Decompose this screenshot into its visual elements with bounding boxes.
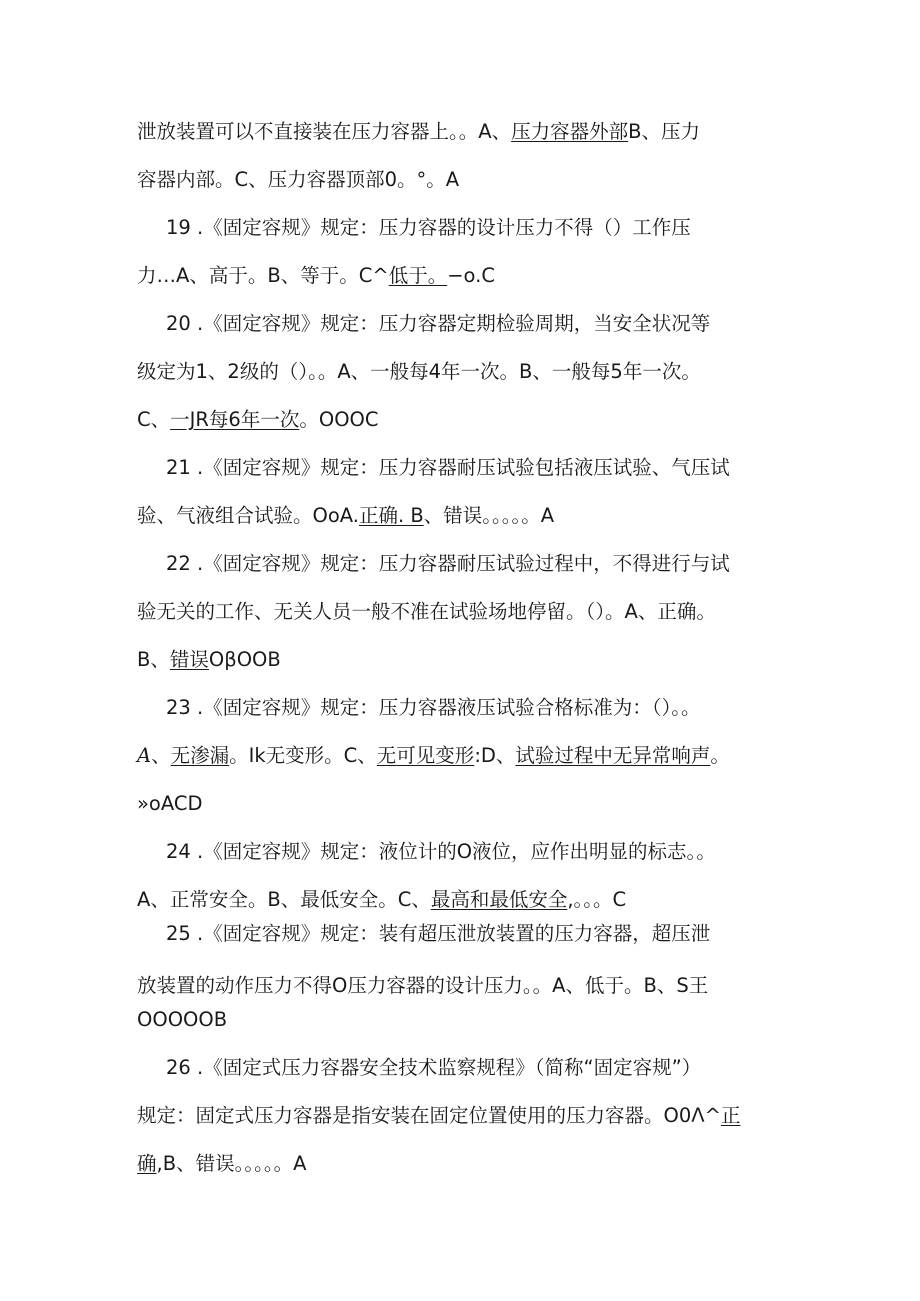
text-segment: 22 .《固定容规》规定：压力容器耐压试验过程中，不得进行与试 — [166, 552, 730, 575]
text-line — [166, 921, 710, 947]
text-segment: 泄放装置可以不直接装在压力容器上。。A、 — [137, 120, 512, 143]
text-line — [137, 1151, 306, 1177]
text-segment: ,B、错误。。。。。A — [156, 1152, 307, 1175]
text-line — [166, 839, 716, 865]
text-segment: 无可见变形 — [376, 744, 475, 767]
text-line — [166, 695, 700, 721]
text-segment: 正确. B — [358, 504, 424, 527]
text-line — [166, 215, 691, 241]
text-line — [137, 647, 281, 673]
text-segment: 低于。 — [388, 264, 448, 287]
text-segment: 26 .《固定式压力容器安全技术监察规程》（简称“固定容规”） — [166, 1056, 702, 1079]
text-segment: 20 .《固定容规》规定：压力容器定期检验周期，当安全状况等 — [166, 312, 711, 335]
text-segment: 放装置的动作压力不得O压力容器的设计压力。。A、低于。B、S王 — [137, 974, 709, 997]
text-line — [166, 311, 710, 337]
text-segment: 19 .《固定容规》规定：压力容器的设计压力不得（）工作压 — [166, 216, 691, 239]
text-line — [137, 167, 459, 193]
text-line — [137, 407, 379, 433]
text-segment: A、正常安全。B、最低安全。C、 — [137, 888, 431, 911]
text-line — [137, 1103, 740, 1129]
text-segment: 级定为1、2级的（）。。A、一般每4年一次。B、一般每5年一次。 — [137, 360, 701, 383]
text-segment: 24 .《固定容规》规定：液位计的O液位，应作出明显的标志。。 — [166, 840, 716, 863]
text-segment: B、 — [137, 648, 170, 671]
text-segment: 。 — [710, 744, 730, 767]
text-line — [137, 743, 730, 769]
text-segment: 力…A、高于。B、等于。C^ — [137, 264, 389, 287]
text-line — [137, 503, 554, 529]
text-segment: 压力容器外部 — [511, 120, 629, 143]
text-segment: »oACD — [137, 792, 203, 815]
text-segment: 23 .《固定容规》规定：压力容器液压试验合格标准为：（）。。 — [166, 696, 701, 719]
text-segment: :D、 — [474, 744, 516, 767]
text-segment: 规定：固定式压力容器是指安装在固定位置使用的压力容器。O0Λ^ — [137, 1104, 721, 1127]
text-segment: 错误 — [169, 648, 209, 671]
text-segment: OOOOOB — [137, 1008, 228, 1031]
text-segment: 试验过程中无异常响声 — [515, 744, 711, 767]
text-segment: B、压力 — [628, 120, 700, 143]
text-line — [166, 551, 730, 577]
text-segment: 25 .《固定容规》规定：装有超压泄放装置的压力容器，超压泄 — [166, 922, 711, 945]
text-line — [137, 973, 708, 999]
text-segment: 。Ik无变形。C、 — [229, 744, 377, 767]
text-segment: 验无关的工作、无关人员一般不准在试验场地停留。（）。A、正确。 — [137, 600, 716, 623]
text-segment: ,。。。C — [567, 888, 627, 911]
text-line — [137, 887, 626, 913]
text-segment: 验、气液组合试验。OoA. — [137, 504, 359, 527]
text-segment: 21 .《固定容规》规定：压力容器耐压试验包括液压试验、气压试 — [166, 456, 730, 479]
text-line — [166, 455, 730, 481]
text-segment: 无渗漏 — [170, 744, 230, 767]
text-line — [137, 359, 701, 385]
text-segment: C、 — [137, 408, 171, 431]
text-segment: −o.C — [447, 264, 495, 287]
text-segment: 最高和最低安全 — [430, 888, 568, 911]
text-line — [137, 1007, 227, 1033]
text-segment: 。OOOC — [299, 408, 379, 431]
text-line — [137, 791, 203, 817]
text-segment: 、错误。。。。。A — [423, 504, 555, 527]
text-line — [137, 263, 495, 289]
text-segment: 、 — [151, 744, 171, 767]
text-line — [137, 119, 700, 145]
text-line — [137, 599, 716, 625]
text-segment: 确 — [137, 1152, 157, 1175]
text-segment: A — [137, 744, 152, 767]
text-segment: 一JR每6年一次 — [170, 408, 300, 431]
text-segment: 正 — [720, 1104, 741, 1127]
text-segment: 容器内部。C、压力容器顶部0。°。A — [137, 168, 460, 191]
text-line — [166, 1055, 701, 1081]
text-segment: OβOOB — [208, 648, 281, 671]
